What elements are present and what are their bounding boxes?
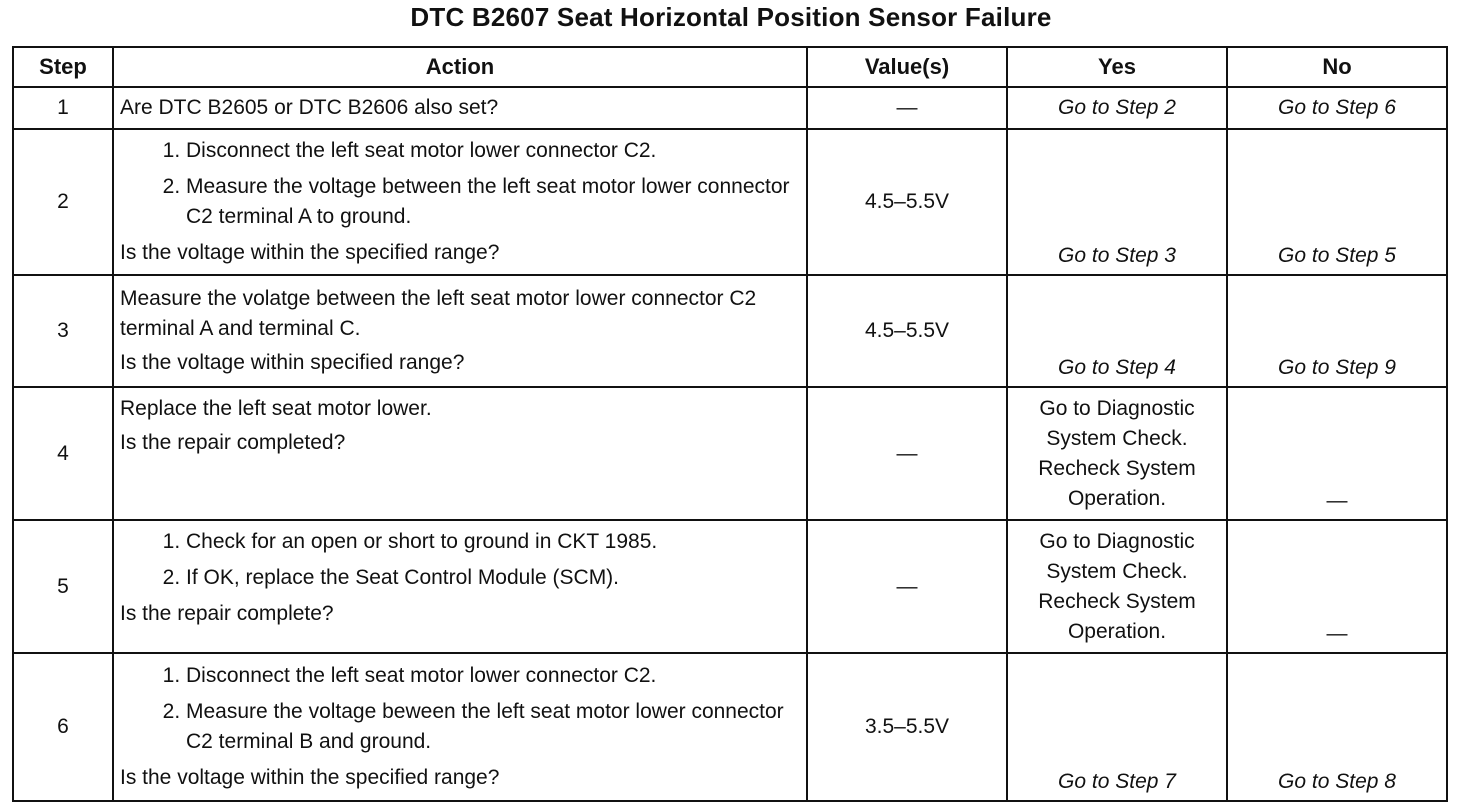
yes-text: Go to Step 3 (1058, 244, 1176, 267)
action-list (120, 661, 800, 757)
table-row (13, 129, 1447, 275)
action-cell (113, 520, 807, 653)
yes-cell: Go to Step 2 (1007, 87, 1227, 129)
action-list (120, 136, 800, 232)
yes-cell (1007, 653, 1227, 801)
no-text: Go to Step 9 (1278, 356, 1396, 379)
action-item: 1. Disconnect the left seat motor lower connector C2. (186, 661, 800, 691)
action-cell (113, 87, 807, 129)
yes-cell (1007, 275, 1227, 387)
action-item: 2. Measure the voltage beween the left seat motor lower connector C2 terminal B and ground. (186, 697, 800, 757)
no-text: — (1326, 622, 1348, 645)
value-cell: — (807, 87, 1007, 129)
no-cell (1227, 520, 1447, 653)
table-row (13, 387, 1447, 520)
yes-text: Go to Step 4 (1058, 356, 1176, 379)
action-question: Is the repair completed? (120, 431, 346, 454)
step-number: 1 (13, 87, 113, 129)
action-question: Is the voltage within specified range? (120, 351, 465, 374)
action-question: Is the voltage within the specified range? (120, 766, 500, 789)
action-cell (113, 387, 807, 520)
no-text: Go to Step 8 (1278, 770, 1396, 793)
header-step: Step (13, 47, 113, 87)
header-values: Value(s) (807, 47, 1007, 87)
page-title: DTC B2607 Seat Horizontal Position Sensor Failure (410, 2, 1052, 32)
action-cell (113, 129, 807, 275)
step-number: 4 (13, 387, 113, 520)
action-text: Measure the volatge between the left seat motor lower connector C2 terminal A and terminal C. (120, 287, 757, 340)
header-row (13, 47, 1447, 87)
yes-cell: Go to Diagnostic System Check. Recheck System Operation. (1007, 387, 1227, 520)
yes-text: Go to Step 7 (1058, 770, 1176, 793)
value-cell: 4.5–5.5V (807, 129, 1007, 275)
action-question: Is the voltage within the specified range? (120, 241, 500, 264)
diagnostic-table (12, 46, 1448, 802)
no-cell (1227, 387, 1447, 520)
no-cell (1227, 129, 1447, 275)
action-item: 2. If OK, replace the Seat Control Module (SCM). (186, 563, 800, 593)
step-number: 3 (13, 275, 113, 387)
step-number: 6 (13, 653, 113, 801)
action-text: Replace the left seat motor lower. (120, 397, 432, 420)
action-list (120, 527, 800, 593)
table-row (13, 87, 1447, 129)
value-cell: — (807, 520, 1007, 653)
action-item: 1. Disconnect the left seat motor lower connector C2. (186, 136, 800, 166)
table-row (13, 275, 1447, 387)
yes-cell: Go to Diagnostic System Check. Recheck System Operation. (1007, 520, 1227, 653)
value-cell: 3.5–5.5V (807, 653, 1007, 801)
no-text: Go to Step 5 (1278, 244, 1396, 267)
no-cell (1227, 653, 1447, 801)
table-row (13, 520, 1447, 653)
header-no: No (1227, 47, 1447, 87)
no-cell: Go to Step 6 (1227, 87, 1447, 129)
yes-cell (1007, 129, 1227, 275)
no-text: — (1326, 489, 1348, 512)
table-row (13, 653, 1447, 801)
header-yes: Yes (1007, 47, 1227, 87)
value-cell: 4.5–5.5V (807, 275, 1007, 387)
header-action: Action (113, 47, 807, 87)
action-cell (113, 653, 807, 801)
step-number: 2 (13, 129, 113, 275)
no-cell (1227, 275, 1447, 387)
action-text: Are DTC B2605 or DTC B2606 also set? (120, 96, 499, 119)
action-item: 2. Measure the voltage between the left seat motor lower connector C2 terminal A to ground. (186, 172, 800, 232)
step-number: 5 (13, 520, 113, 653)
action-question: Is the repair complete? (120, 602, 334, 625)
action-item: 1. Check for an open or short to ground in CKT 1985. (186, 527, 800, 557)
action-cell (113, 275, 807, 387)
value-cell: — (807, 387, 1007, 520)
